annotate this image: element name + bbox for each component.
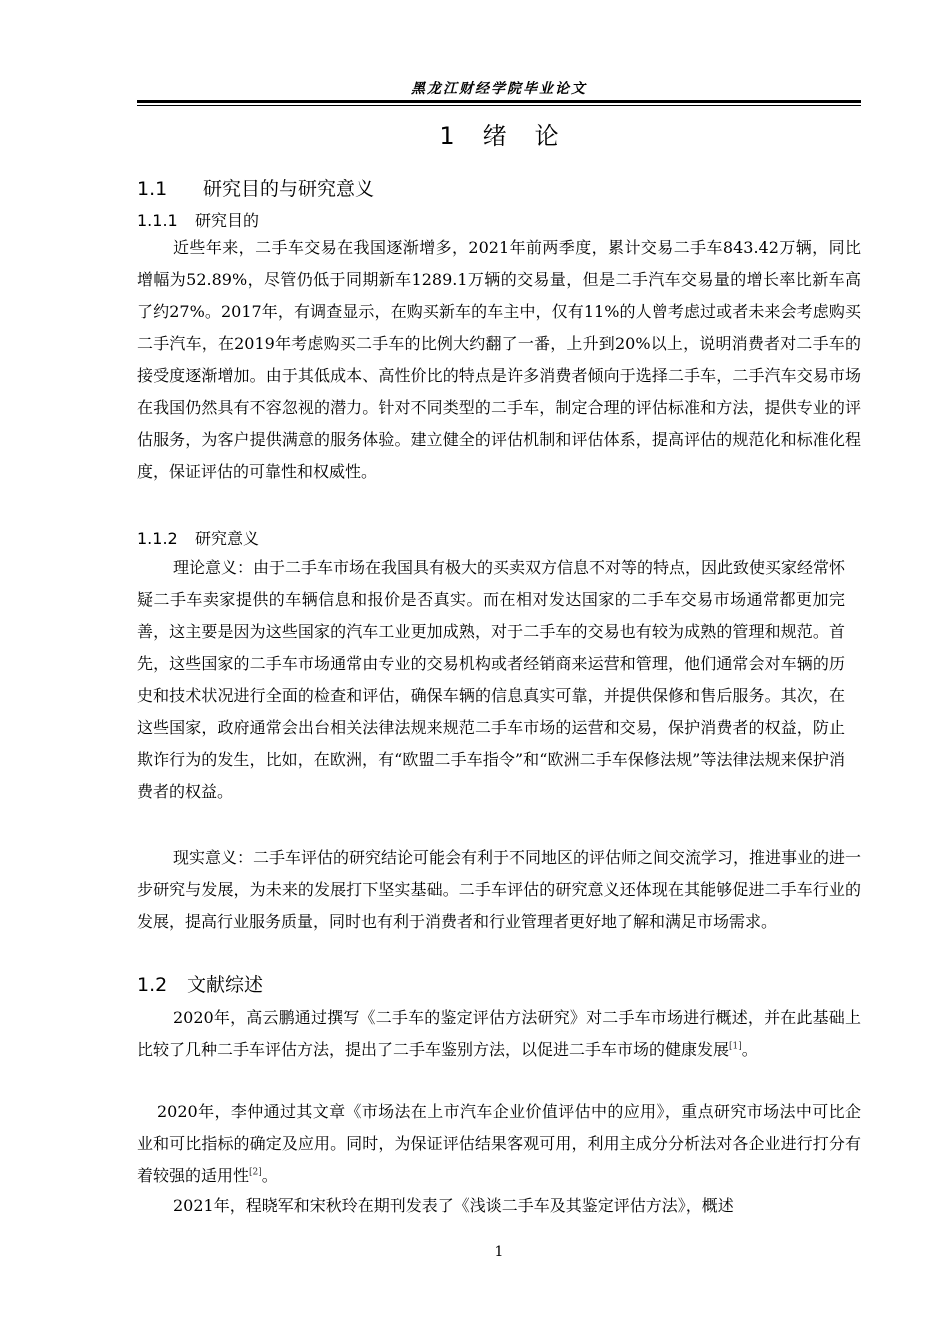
citation-2[interactable]: [2]	[249, 1167, 262, 1178]
chapter-title	[137, 116, 861, 151]
subsection-heading-1-1-2	[137, 526, 259, 549]
subsection-title: 研究目的	[195, 211, 260, 230]
paragraph-literature-1	[137, 1002, 861, 1066]
section-number: 1.1	[137, 178, 168, 200]
page-number: 1	[494, 1244, 504, 1260]
section-heading-1-2	[137, 970, 263, 997]
paragraph-literature-3: 2021年，程晓军和宋秋玲在期刊发表了《浅谈二手车及其鉴定评估方法》，概述	[173, 1196, 734, 1215]
literature-2-end: 。	[261, 1166, 278, 1185]
literature-1-text: 2020年，高云鹏通过撰写《二手车的鉴定评估方法研究》对二手车市场进行概述，并在此基础上比较了几种二手车评估方法，提出了二手车鉴别方法，以促进二手车市场的健康发展	[137, 1008, 861, 1059]
section-title: 研究目的与研究意义	[203, 178, 375, 200]
literature-1-end: 。	[741, 1040, 758, 1059]
chapter-title-char-1: 绪	[482, 122, 507, 150]
paragraph-theoretical-significance: 理论意义：由于二手车市场在我国具有极大的买卖双方信息不对等的特点，因此致使买家经常怀疑二手车卖家提供的车辆信息和报价是否真实。而在相对发达国家的二手车交易市场通常都更加完善，这主要是因为这些国家的汽车工业更加成熟，对于二手车的交易也有较为成熟的管理和规范。首先，这些国家的二手车市场通常由专业的交易机构或者经销商来运营和管理，他们通常会对车辆的历史和技术状况进行全面的检查和评估，确保车辆的信息真实可靠，并提供保修和售后服务。其次，在这些国家，政府通常会出台相关法律法规来规范二手车市场的运营和交易，保护消费者的权益，防止欺诈行为的发生，比如，在欧洲，有“欧盟二手车指令”和“欧洲二手车保修法规”等法律法规来保护消费者的权益。	[137, 558, 846, 801]
header-rule-thin	[137, 105, 861, 106]
section-heading-1-1	[137, 174, 374, 201]
paragraph-practical-significance: 现实意义：二手车评估的研究结论可能会有利于不同地区的评估师之间交流学习，推进事业的进一步研究与发展，为未来的发展打下坚实基础。二手车评估的研究意义还体现在其能够促进二手车行业的发展，提高行业服务质量，同时也有利于消费者和行业管理者更好地了解和满足市场需求。	[137, 848, 862, 931]
literature-2-text: 2020年，李仲通过其文章《市场法在上市汽车企业价值评估中的应用》，重点研究市场法中可比企业和可比指标的确定及应用。同时，为保证评估结果客观可用，利用主成分分析法对各企业进行打分有着较强的适用性	[137, 1102, 861, 1185]
subsection-number: 1.1.1	[137, 211, 178, 230]
subsection-number: 1.1.2	[137, 529, 178, 548]
running-header: 黑龙江财经学院毕业论文	[411, 81, 587, 97]
section-title: 文献综述	[187, 974, 264, 996]
header-rule-thick	[137, 100, 861, 103]
paragraph-literature-2	[137, 1096, 861, 1192]
chapter-number: 1	[439, 122, 455, 150]
citation-1[interactable]: [1]	[729, 1041, 742, 1052]
document-page	[137, 0, 861, 1344]
section-number: 1.2	[137, 974, 168, 996]
subsection-heading-1-1-1	[137, 208, 259, 231]
subsection-title: 研究意义	[195, 529, 260, 548]
chapter-title-char-2: 论	[534, 122, 559, 150]
paragraph-research-purpose: 近些年来，二手车交易在我国逐渐增多，2021年前两季度，累计交易二手车843.42万辆，同比增幅为52.89%，尽管仍低于同期新车1289.1万辆的交易量，但是二手汽车交易量的增长率比新车高了约27%。2017年，有调查显示，在购买新车的车主中，仅有11%的人曾考虑过或者未来会考虑购买二手汽车，在2019年考虑购买二手车的比例大约翻了一番，上升到20%以上，说明消费者对二手车的接受度逐渐增加。由于其低成本、高性价比的特点是许多消费者倾向于选择二手车，二手汽车交易市场在我国仍然具有不容忽视的潜力。针对不同类型的二手车，制定合理的评估标准和方法，提供专业的评估服务，为客户提供满意的服务体验。建立健全的评估机制和评估体系，提高评估的规范化和标准化程度，保证评估的可靠性和权威性。	[137, 238, 861, 481]
